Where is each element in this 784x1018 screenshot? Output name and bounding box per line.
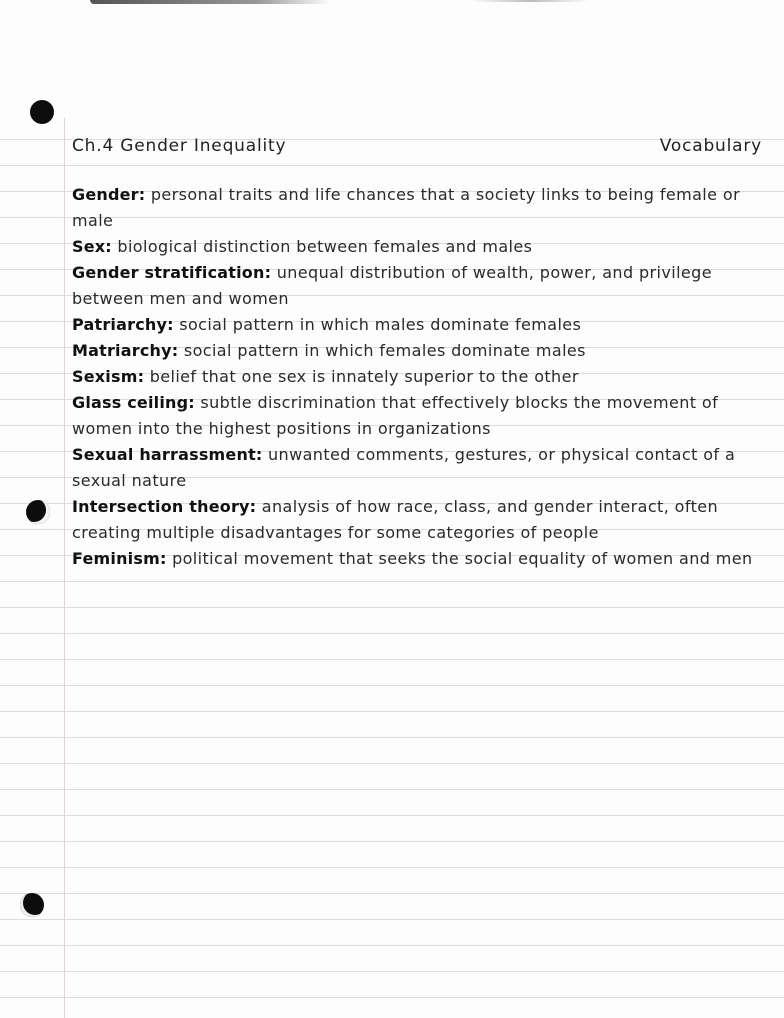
page-title: Ch.4 Gender Inequality xyxy=(72,136,287,156)
vocab-entry-patriarchy xyxy=(72,312,782,338)
vocab-term: Gender stratification: xyxy=(72,263,272,282)
vocab-entry-glass-ceiling xyxy=(72,390,782,442)
vocab-entry-gender-stratification xyxy=(72,260,782,312)
vocab-entry-gender xyxy=(72,182,782,234)
vocab-entry-sexual-harrassment xyxy=(72,442,782,494)
vocab-definition: subtle discrimination that effectively blocks the movement of women into the highest positions in organizations xyxy=(72,393,719,438)
vocab-term: Patriarchy: xyxy=(72,315,174,334)
vocab-term: Gender: xyxy=(72,185,146,204)
vocabulary-list xyxy=(72,182,782,572)
vocab-term: Glass ceiling: xyxy=(72,393,195,412)
vocab-definition: social pattern in which females dominate males xyxy=(183,341,586,360)
vocab-definition: unequal distribution of wealth, power, and privilege between men and women xyxy=(72,263,712,308)
vocab-definition: political movement that seeks the social equality of women and men xyxy=(172,549,753,568)
vocab-term: Matriarchy: xyxy=(72,341,179,360)
page-top-edge-shadow-2 xyxy=(470,0,590,2)
vocab-definition: personal traits and life chances that a society links to being female or male xyxy=(72,185,741,230)
vocab-entry-feminism xyxy=(72,546,782,572)
vocab-definition: social pattern in which males dominate females xyxy=(179,315,582,334)
binder-hole-icon xyxy=(30,100,54,124)
vocab-term: Sexual harrassment: xyxy=(72,445,263,464)
vocab-entry-intersection-theory xyxy=(72,494,782,546)
vocab-entry-matriarchy xyxy=(72,338,782,364)
margin-line xyxy=(64,118,65,1018)
vocab-term: Intersection theory: xyxy=(72,497,257,516)
binder-hole-icon xyxy=(20,893,44,917)
vocab-entry-sex xyxy=(72,234,782,260)
vocab-definition: belief that one sex is innately superior to the other xyxy=(149,367,579,386)
binder-hole-icon xyxy=(26,500,50,524)
page-label-vocabulary: Vocabulary xyxy=(659,136,762,156)
vocab-definition: biological distinction between females and males xyxy=(117,237,533,256)
vocab-term: Sexism: xyxy=(72,367,145,386)
vocab-definition: unwanted comments, gestures, or physical contact of a sexual nature xyxy=(72,445,736,490)
vocab-entry-sexism xyxy=(72,364,782,390)
vocab-term: Sex: xyxy=(72,237,112,256)
page-top-edge-shadow xyxy=(90,0,330,4)
vocab-definition: analysis of how race, class, and gender interact, often creating multiple disadvantages for some categories of people xyxy=(72,497,719,542)
vocab-term: Feminism: xyxy=(72,549,167,568)
page-top-margin xyxy=(0,0,784,118)
